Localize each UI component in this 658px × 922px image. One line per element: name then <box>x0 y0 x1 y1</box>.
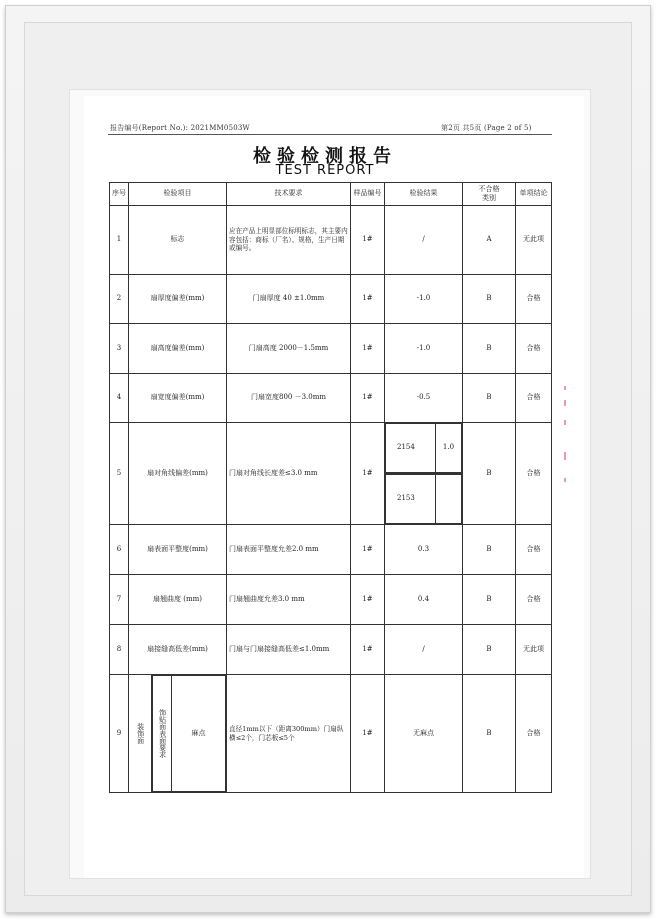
row-sample: 1# <box>351 575 385 625</box>
row-result-split-top <box>385 423 463 474</box>
group-b-cell <box>153 676 172 792</box>
row-sample: 1# <box>351 374 385 423</box>
row-item: 扇厚度偏差(mm) <box>129 275 227 324</box>
row-result: -1.0 <box>385 275 463 324</box>
row-result-split-bottom <box>385 474 463 525</box>
row-category: B <box>463 575 516 625</box>
table-row <box>110 275 552 324</box>
row-category: B <box>463 675 516 793</box>
row-no: 2 <box>110 275 129 324</box>
row-item: 麻点 <box>172 676 226 792</box>
table-row <box>110 625 552 675</box>
row-sample: 1# <box>351 625 385 675</box>
col-header-result: 检验结果 <box>385 183 463 206</box>
table-row <box>110 206 552 275</box>
col-header-no: 序号 <box>110 183 129 206</box>
header-divider <box>108 134 552 135</box>
diagonal-value-a: 2154 <box>386 424 436 473</box>
row-result: -0.5 <box>385 374 463 423</box>
table-row <box>110 675 552 793</box>
row-category: B <box>463 324 516 374</box>
row-result: 无麻点 <box>385 675 463 793</box>
col-header-conclusion: 单项结论 <box>516 183 552 206</box>
row-no: 1 <box>110 206 129 275</box>
row-item: 扇对角线偏差(mm) <box>129 423 227 525</box>
group-label-a: 装饰面 <box>136 723 145 744</box>
page-indicator: 第2页 共5页 (Page 2 of 5) <box>441 124 532 132</box>
row-result: / <box>385 206 463 275</box>
seal-fragment-icon <box>563 386 569 486</box>
result-split-table <box>385 423 462 473</box>
report-title-en: TEST REPORT <box>275 163 375 178</box>
row-requirement: 门扇宽度800 －3.0mm <box>227 374 351 423</box>
row-item: 扇表面平整度(mm) <box>129 525 227 575</box>
diagonal-value-b: 2153 <box>386 475 436 524</box>
row-conclusion: 合格 <box>516 324 552 374</box>
row-category: B <box>463 525 516 575</box>
row-requirement: 门扇厚度 40 ±1.0mm <box>227 275 351 324</box>
row-conclusion: 合格 <box>516 275 552 324</box>
table-header-row <box>110 183 552 206</box>
report-title-cn: 检验检测报告 <box>253 146 397 167</box>
row-group-b-and-item <box>152 675 227 793</box>
row-requirement: 门扇对角线长度差≤3.0 mm <box>227 423 351 525</box>
group-b-split <box>152 675 226 792</box>
table-row <box>110 324 552 374</box>
row-sample: 1# <box>351 675 385 793</box>
row-no: 9 <box>110 675 129 793</box>
row-sample: 1# <box>351 324 385 374</box>
seal-edge-mark <box>563 386 569 491</box>
row-category: B <box>463 423 516 525</box>
row-group-a <box>129 675 152 793</box>
row-requirement: 门扇高度 2000－1.5mm <box>227 324 351 374</box>
col-header-category-line2: 类别 <box>482 194 496 202</box>
col-header-requirement: 技术要求 <box>227 183 351 206</box>
col-header-sample: 样品编号 <box>351 183 385 206</box>
table-row <box>110 575 552 625</box>
report-number: 报告编号(Report No.): 2021MM0503W <box>110 124 250 132</box>
table-row <box>110 423 552 474</box>
row-conclusion: 合格 <box>516 575 552 625</box>
row-result: 0.3 <box>385 525 463 575</box>
row-requirement: 门扇表面平整度允差2.0 mm <box>227 525 351 575</box>
row-category: B <box>463 374 516 423</box>
table-row <box>110 525 552 575</box>
row-conclusion: 合格 <box>516 675 552 793</box>
col-header-category-line1: 不合格 <box>478 184 500 193</box>
row-conclusion: 无此项 <box>516 206 552 275</box>
row-sample: 1# <box>351 423 385 525</box>
row-no: 7 <box>110 575 129 625</box>
row-item: 标志 <box>129 206 227 275</box>
group-label-b: 饰贴面表面要求 <box>158 709 167 758</box>
row-no: 8 <box>110 625 129 675</box>
row-no: 3 <box>110 324 129 374</box>
diagonal-diff-value: 1.0 <box>436 424 462 473</box>
col-header-category <box>463 183 516 206</box>
row-item: 扇宽度偏差(mm) <box>129 374 227 423</box>
row-sample: 1# <box>351 525 385 575</box>
row-sample: 1# <box>351 206 385 275</box>
row-item: 扇接缝高低差(mm) <box>129 625 227 675</box>
row-no: 4 <box>110 374 129 423</box>
col-header-item: 检验项目 <box>129 183 227 206</box>
row-requirement: 门扇翘曲度允差3.0 mm <box>227 575 351 625</box>
row-no: 6 <box>110 525 129 575</box>
row-conclusion: 无此项 <box>516 625 552 675</box>
row-requirement: 直径1mm以下（距离300mm）门扇纵横≤2个，门芯板≤5个 <box>227 675 351 793</box>
row-result: -1.0 <box>385 324 463 374</box>
row-requirement: 应在产品上明显部位标明标志，其主要内容包括：商标（厂名）、规格，生产日期或编号。 <box>227 206 351 275</box>
row-item: 扇翘曲度 (mm) <box>129 575 227 625</box>
inspection-table <box>109 182 552 793</box>
diagonal-empty-cell <box>436 475 462 524</box>
row-conclusion: 合格 <box>516 525 552 575</box>
row-result: / <box>385 625 463 675</box>
row-category: A <box>463 206 516 275</box>
row-result: 0.4 <box>385 575 463 625</box>
table-row <box>110 374 552 423</box>
row-category: B <box>463 625 516 675</box>
row-sample: 1# <box>351 275 385 324</box>
row-conclusion: 合格 <box>516 423 552 525</box>
row-requirement: 门扇与门扇接缝高低差≤1.0mm <box>227 625 351 675</box>
row-item: 扇高度偏差(mm) <box>129 324 227 374</box>
row-category: B <box>463 275 516 324</box>
row-no: 5 <box>110 423 129 525</box>
result-split-table-bottom <box>385 474 462 524</box>
row-conclusion: 合格 <box>516 374 552 423</box>
